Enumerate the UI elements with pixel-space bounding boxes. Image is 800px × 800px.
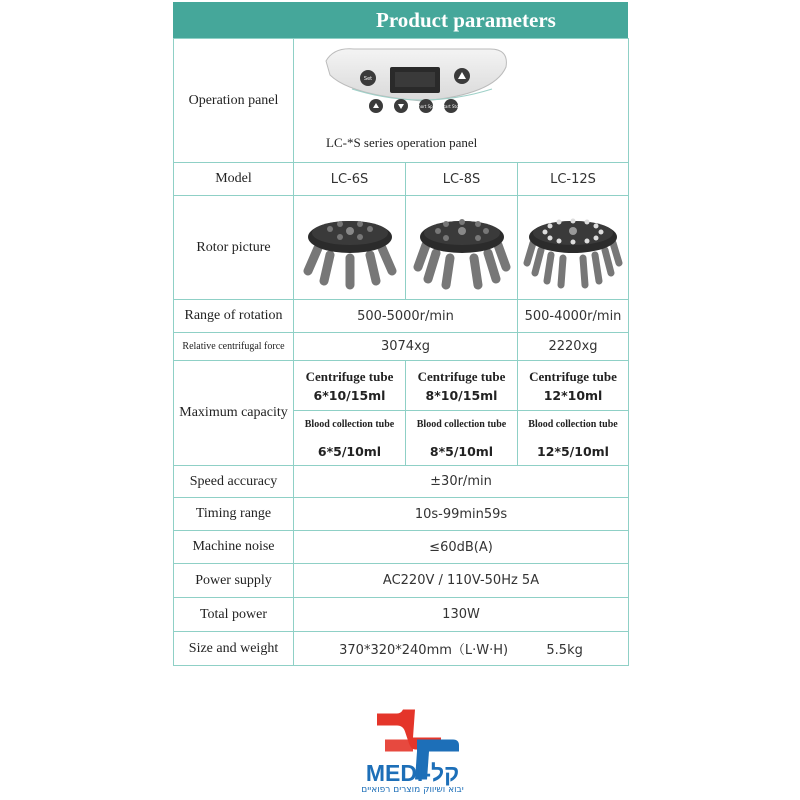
model-lc12s: LC-12S — [518, 163, 629, 196]
speed-accuracy-value: ±30r/min — [294, 466, 629, 498]
rotor-6-cell — [294, 196, 406, 300]
label-operation-panel: Operation panel — [174, 39, 294, 163]
centrifuge-tube-label: Centrifuge tube — [305, 368, 394, 384]
label-capacity: Maximum capacity — [174, 361, 294, 466]
rotation-value-a: 500-5000r/min — [294, 300, 518, 333]
rotor-8-cell — [406, 196, 518, 300]
rotor-6-image — [300, 203, 400, 293]
label-timing: Timing range — [174, 498, 294, 531]
row-size-weight — [174, 632, 629, 666]
capacity-blood-8 — [406, 411, 518, 466]
operation-panel-cell — [294, 39, 629, 163]
model-lc8s: LC-8S — [406, 163, 518, 196]
row-power-supply — [174, 564, 629, 598]
centrifuge-tube-value: 6*10/15ml — [313, 387, 386, 403]
capacity-centrifuge-8 — [406, 361, 518, 411]
svg-text:Start Stop: Start Stop — [440, 104, 462, 109]
capacity-blood-6 — [294, 411, 406, 466]
label-model: Model — [174, 163, 294, 196]
label-rotation: Range of rotation — [174, 300, 294, 333]
centrifuge-tube-value: 8*10/15ml — [425, 387, 498, 403]
label-total-power: Total power — [174, 598, 294, 632]
row-rotor — [174, 196, 629, 300]
label-power-supply: Power supply — [174, 564, 294, 598]
noise-value: ≤60dB(A) — [294, 531, 629, 564]
row-timing — [174, 498, 629, 531]
svg-text:Set: Set — [363, 76, 373, 82]
rcf-value-b: 2220xg — [518, 333, 629, 361]
centrifuge-tube-label: Centrifuge tube — [417, 368, 506, 384]
timing-value: 10s-99min59s — [294, 498, 629, 531]
row-speed-accuracy — [174, 466, 629, 498]
logo-brand-name: MEDI-קל — [365, 760, 460, 786]
blood-tube-label: Blood collection tube — [528, 418, 618, 430]
blood-tube-value: 8*5/10ml — [429, 443, 494, 459]
label-speed-accuracy: Speed accuracy — [174, 466, 294, 498]
rotor-8-image — [412, 203, 512, 293]
row-rotation — [174, 300, 629, 333]
blood-tube-value: 12*5/10ml — [537, 443, 609, 459]
label-rotor: Rotor picture — [174, 196, 294, 300]
weight-value: 5.5kg — [546, 643, 583, 658]
rotor-12-cell — [518, 196, 629, 300]
page-title: Product parameters — [173, 2, 628, 38]
row-model — [174, 163, 629, 196]
capacity-centrifuge-12 — [518, 361, 629, 411]
svg-text:Short Spin: Short Spin — [415, 104, 437, 109]
row-total-power — [174, 598, 629, 632]
blood-tube-label: Blood collection tube — [416, 418, 507, 430]
label-rcf: Relative centrifugal force — [174, 333, 294, 361]
size-value: 370*320*240mm（L·W·H) — [339, 643, 509, 658]
rcf-value-a: 3074xg — [294, 333, 518, 361]
capacity-centrifuge-6 — [294, 361, 406, 411]
total-power-value: 130W — [294, 598, 629, 632]
power-supply-value: AC220V / 110V-50Hz 5A — [294, 564, 629, 598]
logo-tagline: יבוא ושיווק מוצרים רפואיים — [361, 785, 464, 795]
row-operation-panel — [174, 39, 629, 163]
operation-panel-caption: LC-*S series operation panel — [326, 135, 478, 150]
size-weight-value — [294, 632, 629, 666]
label-size-weight: Size and weight — [174, 632, 294, 666]
row-noise — [174, 531, 629, 564]
model-lc6s: LC-6S — [294, 163, 406, 196]
label-noise: Machine noise — [174, 531, 294, 564]
centrifuge-tube-label: Centrifuge tube — [529, 368, 617, 384]
blood-tube-value: 6*5/10ml — [317, 443, 382, 459]
row-capacity-centrifuge — [174, 361, 629, 411]
rotation-value-b: 500-4000r/min — [518, 300, 629, 333]
capacity-blood-12 — [518, 411, 629, 466]
centrifuge-tube-value: 12*10ml — [543, 387, 603, 403]
blood-tube-label: Blood collection tube — [304, 418, 395, 430]
spec-table — [173, 38, 629, 666]
rotor-12-image — [523, 203, 623, 293]
row-rcf — [174, 333, 629, 361]
